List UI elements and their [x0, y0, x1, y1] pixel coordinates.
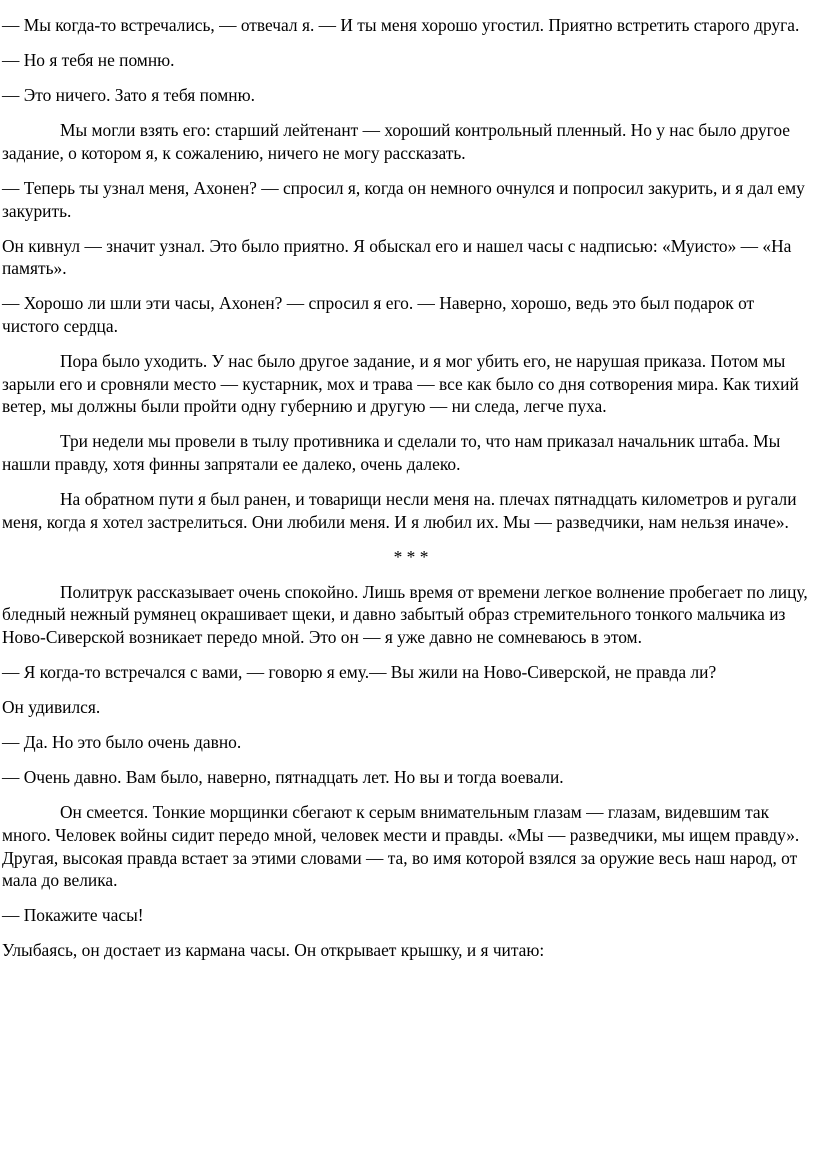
paragraph-17: Он смеется. Тонкие морщинки сбегают к серым внимательным глазам — глазам, видевшим так много. Человек войны сидит передо мной, человек мести и правды. «Мы — разведчики, мы ищем правду». Другая, высокая правда встает за этими словами — та, во имя которой взялся за оружие весь наш народ, от мала до велика.	[2, 802, 800, 891]
paragraph-9: Три недели мы провели в тылу противника и сделали то, что нам приказал начальник штаба. Мы нашли правду, хотя финны запрятали ее далеко, очень далеко.	[2, 431, 781, 474]
paragraph-5: — Теперь ты узнал меня, Ахонен? — спросил я, когда он немного очнулся и попросил закурить, и я дал ему закурить.	[2, 177, 805, 221]
paragraph-6: Он кивнул — значит узнал. Это было приятно. Я обыскал его и нашел часы с надписью: «Муисто» — «На память».	[2, 235, 792, 279]
paragraph-16: — Очень давно. Вам было, наверно, пятнадцать лет. Но вы и тогда воевали.	[2, 767, 564, 788]
paragraph-2: — Но я тебя не помню.	[2, 50, 175, 71]
paragraph-3: — Это ничего. Зато я тебя помню.	[2, 85, 255, 106]
paragraph-7: — Хорошо ли шли эти часы, Ахонен? — спросил я его. — Наверно, хорошо, ведь это был подарок от чистого сердца.	[2, 293, 755, 336]
paragraph-15: — Да. Но это было очень давно.	[2, 732, 242, 753]
paragraph-14: Он удивился.	[2, 697, 101, 718]
paragraph-19: Улыбаясь, он достает из кармана часы. Он открывает крышку, и я читаю:	[2, 940, 545, 961]
paragraph-12: Политрук рассказывает очень спокойно. Лишь время от времени легкое волнение пробегает по лицу, бледный нежный румянец окрашивает щеки, и давно забытый образ стремительного тонкого мальчика из Ново-Сиверской возникает передо мной. Это он — я уже давно не сомневаюсь в этом.	[2, 581, 808, 647]
paragraph-8: Пора было уходить. У нас было другое задание, и я мог убить его, не нарушая приказа. Потом мы зарыли его и сровняли место — кустарник, мох и трава — все как было со дня сотворения мира. Как тихий ветер, мы должны были пройти одну губернию и другую — ни следа, легче пуха.	[2, 351, 799, 417]
paragraph-13: — Я когда-то встречался с вами, — говорю я ему.— Вы жили на Ново-Сиверской, не правда ли?	[2, 662, 717, 683]
section-separator: * * *	[393, 546, 429, 567]
paragraph-18: — Покажите часы!	[2, 905, 144, 926]
paragraph-10: На обратном пути я был ранен, и товарищи несли меня на. плечах пятнадцать километров и ругали меня, когда я хотел застрелиться. Они любили меня. И я любил их. Мы — разведчики, нам нельзя иначе».	[2, 489, 797, 532]
paragraph-4: Мы могли взять его: старший лейтенант — хороший контрольный пленный. Но у нас было другое задание, о котором я, к сожалению, ничего не могу рассказать.	[2, 120, 790, 163]
paragraph-1: — Мы когда-то встречались, — отвечал я. — И ты меня хорошо угостил. Приятно встретить старого друга.	[2, 15, 800, 35]
